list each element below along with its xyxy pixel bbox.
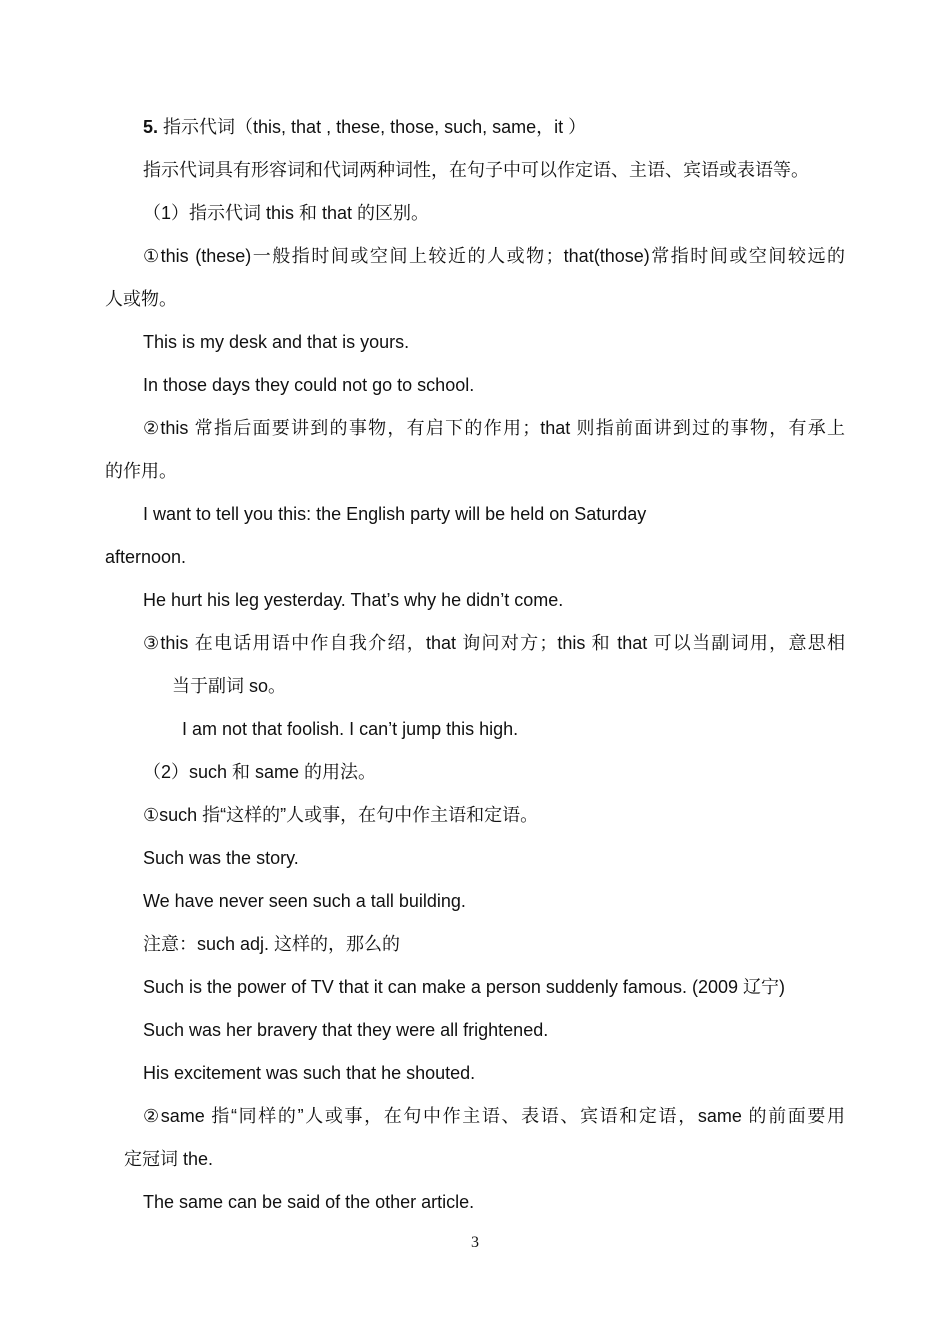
paragraph-line: 指示代词具有形容词和代词两种词性，在句子中可以作定语、主语、宾语或表语等。: [143, 160, 809, 180]
note-line: 注意：such adj. 这样的，那么的: [143, 934, 401, 954]
example-sentence: We have never seen such a tall building.: [143, 891, 466, 911]
paragraph-line: ②same 指“同样的”人或事，在句中作主语、表语、宾语和定语，same 的前面要用: [143, 1106, 845, 1126]
paragraph-line: 人或物。: [105, 289, 177, 309]
subsection-heading: （1）指示代词 this 和 that 的区别。: [143, 203, 430, 223]
section-heading: [143, 115, 586, 139]
section-title: 指示代词（this, that , these, those, such, same，it ）: [163, 117, 587, 137]
example-sentence: He hurt his leg yesterday. That’s why he didn’t come.: [143, 590, 564, 610]
subsection-heading: （2）such 和 same 的用法。: [143, 762, 377, 782]
example-sentence: afternoon.: [105, 547, 187, 567]
example-sentence: In those days they could not go to school.: [143, 375, 475, 395]
example-sentence: His excitement was such that he shouted.: [143, 1063, 476, 1083]
paragraph-line: ①this (these)一般指时间或空间上较近的人或物；that(those)常指时间或空间较远的: [143, 246, 845, 266]
example-sentence: The same can be said of the other article.: [143, 1192, 475, 1212]
page-number: 3: [471, 1234, 479, 1251]
paragraph-line: 当于副词 so。: [172, 676, 287, 696]
section-number: 5.: [143, 117, 159, 137]
paragraph-line: ③this 在电话用语中作自我介绍，that 询问对方；this 和 that 可以当副词用，意思相: [143, 633, 845, 653]
paragraph-line: 定冠词 the.: [124, 1149, 214, 1169]
example-sentence: Such is the power of TV that it can make a person suddenly famous. (2009 辽宁): [143, 977, 785, 997]
example-sentence: This is my desk and that is yours.: [143, 332, 410, 352]
paragraph-line: ①such 指“这样的”人或事，在句中作主语和定语。: [143, 805, 539, 825]
example-sentence: Such was her bravery that they were all frightened.: [143, 1020, 549, 1040]
paragraph-line: 的作用。: [105, 461, 177, 481]
example-sentence: Such was the story.: [143, 848, 299, 868]
paragraph-line: ②this 常指后面要讲到的事物，有启下的作用；that 则指前面讲到过的事物，有承上: [143, 418, 845, 438]
example-sentence: I am not that foolish. I can’t jump this high.: [182, 719, 519, 739]
example-sentence: I want to tell you this: the English party will be held on Saturday: [143, 504, 647, 524]
